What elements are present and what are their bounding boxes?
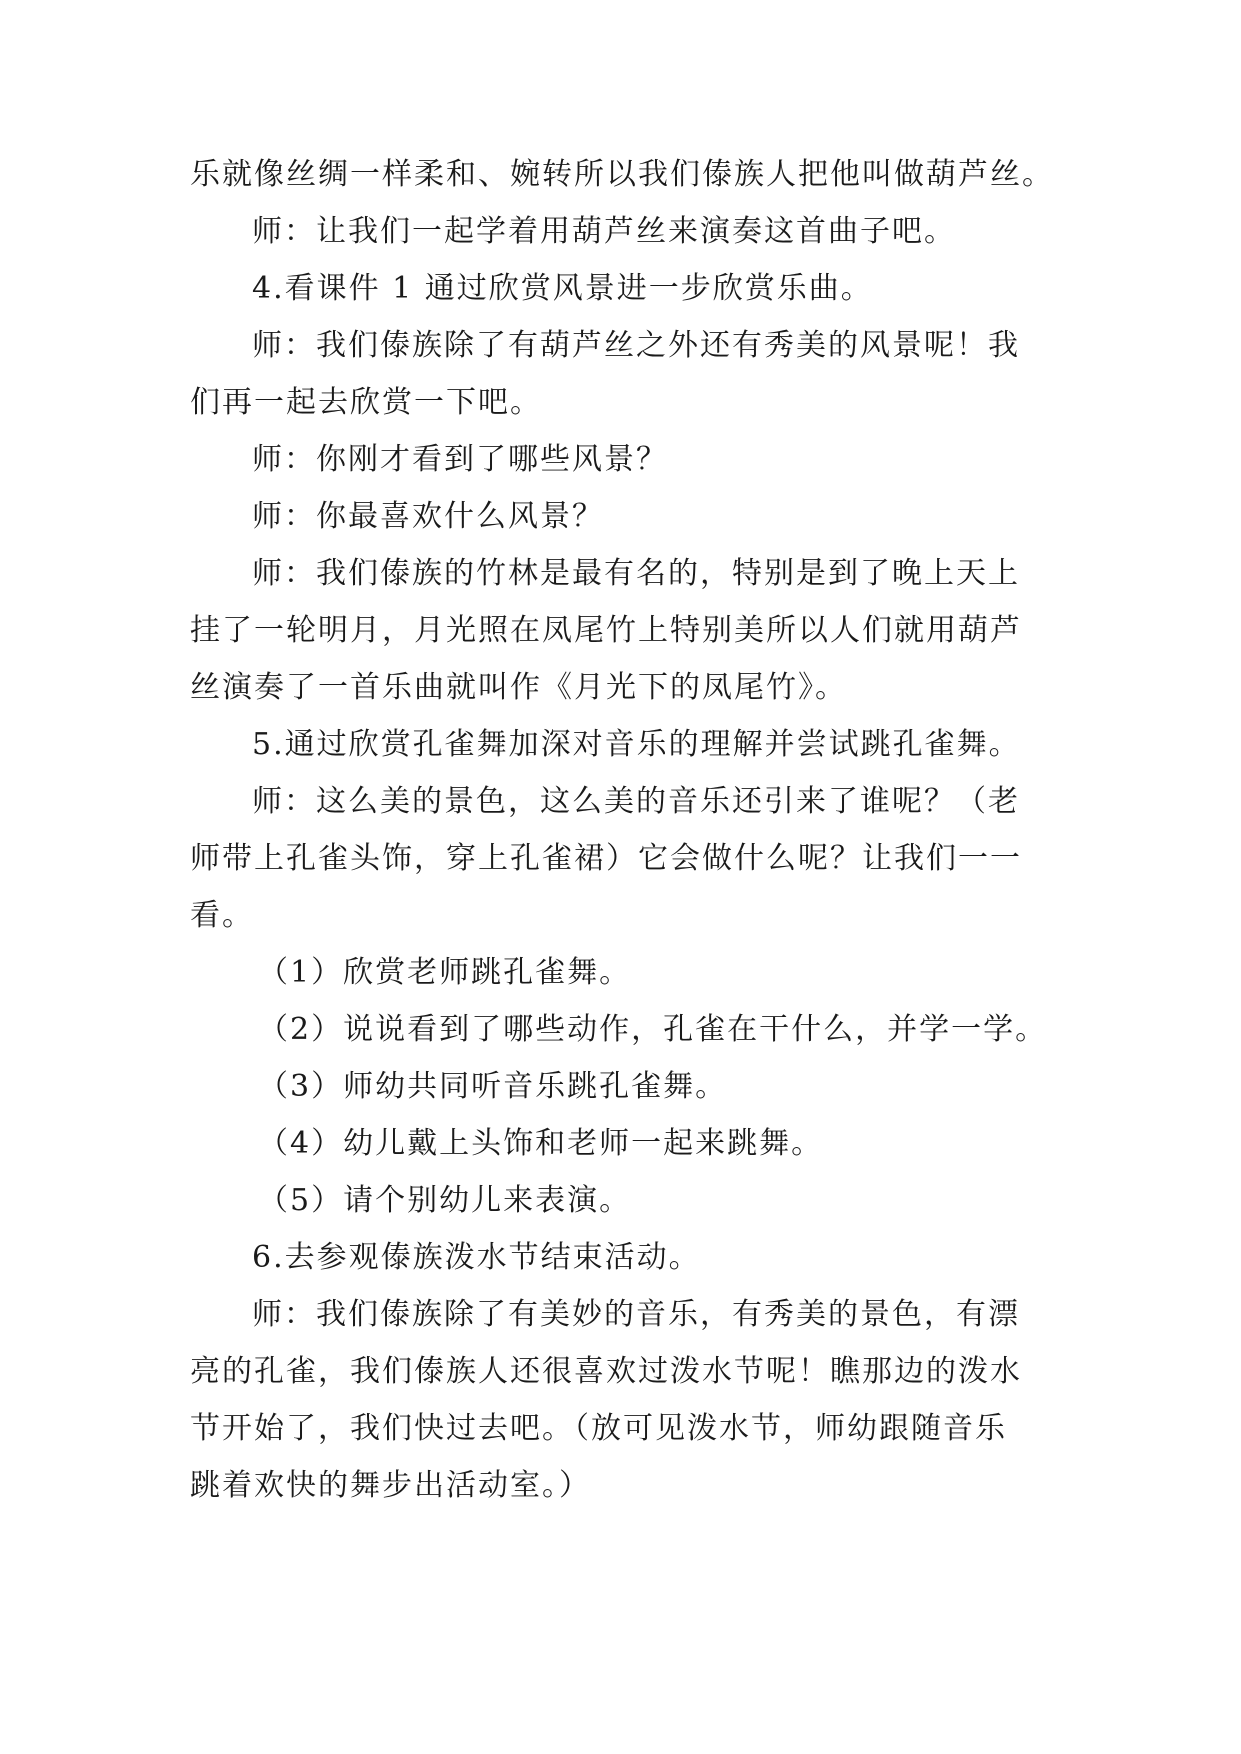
paragraph-line: 节开始了，我们快过去吧。（放可见泼水节，师幼跟随音乐	[190, 1411, 1007, 1446]
section-heading: 6.去参观傣族泼水节结束活动。	[252, 1240, 701, 1275]
section-heading: 4.看课件 1 通过欣赏风景进一步欣赏乐曲。	[252, 271, 873, 306]
list-item: （2）说说看到了哪些动作，孔雀在干什么，并学一学。	[258, 1012, 1048, 1047]
paragraph-line: 跳着欢快的舞步出活动室。）	[190, 1468, 591, 1503]
list-item: （1）欣赏老师跳孔雀舞。	[258, 955, 632, 990]
paragraph-line: 亮的孔雀，我们傣族人还很喜欢过泼水节呢！瞧那边的泼水	[190, 1354, 1022, 1389]
paragraph-line: 师：你刚才看到了哪些风景？	[252, 442, 668, 477]
paragraph-line: 师：我们傣族除了有葫芦丝之外还有秀美的风景呢！我	[252, 328, 1020, 363]
section-heading: 5.通过欣赏孔雀舞加深对音乐的理解并尝试跳孔雀舞。	[252, 727, 1021, 762]
paragraph-line: 师带上孔雀头饰，穿上孔雀裙）它会做什么呢？让我们一一	[190, 841, 1022, 876]
list-item: （4）幼儿戴上头饰和老师一起来跳舞。	[258, 1126, 824, 1161]
list-item: （5）请个别幼儿来表演。	[258, 1183, 632, 1218]
list-item: （3）师幼共同听音乐跳孔雀舞。	[258, 1069, 728, 1104]
paragraph-line: 师：你最喜欢什么风景？	[252, 499, 604, 534]
paragraph-line: 乐就像丝绸一样柔和、婉转所以我们傣族人把他叫做葫芦丝。	[190, 157, 1054, 192]
paragraph-line: 师：让我们一起学着用葫芦丝来演奏这首曲子吧。	[252, 214, 956, 249]
paragraph-line: 丝演奏了一首乐曲就叫作《月光下的凤尾竹》。	[190, 670, 847, 705]
paragraph-line: 们再一起去欣赏一下吧。	[190, 385, 542, 420]
paragraph-line: 师：我们傣族的竹林是最有名的，特别是到了晚上天上	[252, 556, 1020, 591]
paragraph-line: 看。	[190, 898, 254, 933]
document-body	[190, 156, 1090, 1524]
paragraph-line: 师：这么美的景色，这么美的音乐还引来了谁呢？（老	[252, 784, 1020, 819]
paragraph-line: 师：我们傣族除了有美妙的音乐，有秀美的景色，有漂	[252, 1297, 1020, 1332]
paragraph-line: 挂了一轮明月，月光照在凤尾竹上特别美所以人们就用葫芦	[190, 613, 1022, 648]
